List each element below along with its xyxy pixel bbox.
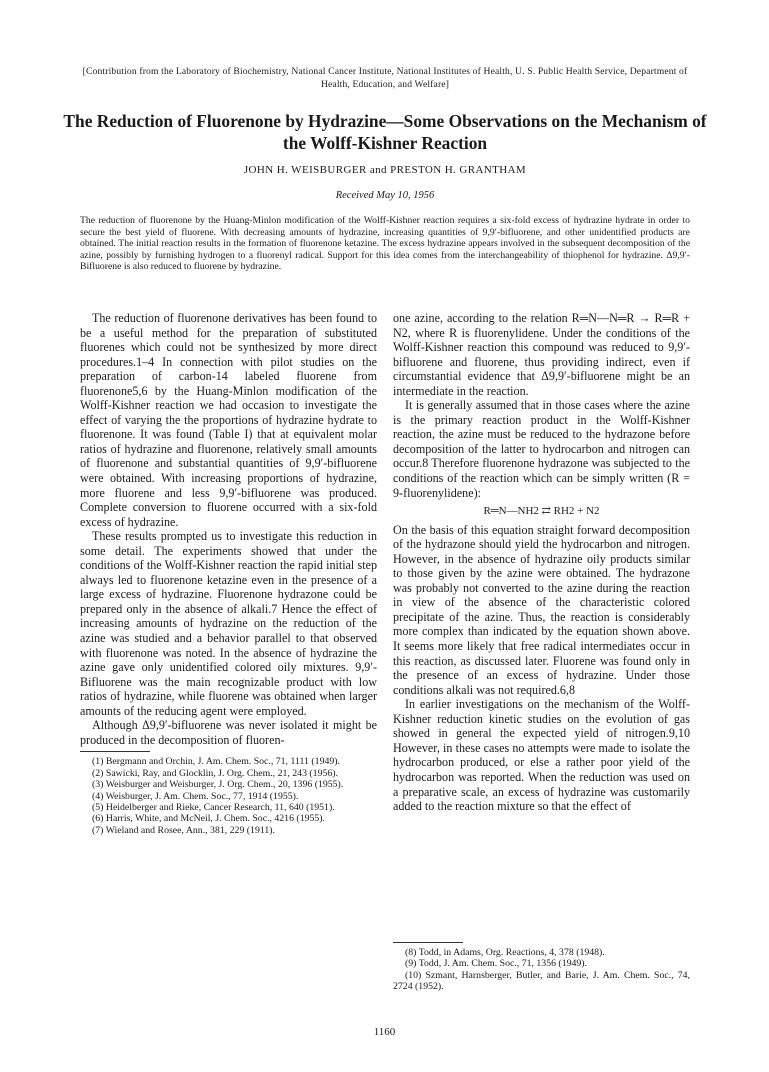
footnote: (8) Todd, in Adams, Org. Reactions, 4, 378 (1948). [405,947,605,958]
reaction-equation: R═N—NH2 ⇄ RH2 + N2 [483,505,600,518]
received-date: Received May 10, 1956 [335,190,435,201]
abstract: The reduction of fluorenone by the Huang-Minlon modification of the Wolff-Kishner reaction requires a six-fold excess of hydrazine hydrate in order to secure the best yield of fluorene. With decreasing amounts of hydrazine, increasing quantities of 9,9′-bifluorene, and other unidentified products are obtained. The initial reaction results in the formation of fluorenone ketazine. The excess hydrazine appears involved in the subsequent decomposition of the azine, possibly by furnishing hydrogen to a fluorenyl radical. Support for this idea comes from the interchangeability of thiophenol for hydrazine. Δ9,9′-Bifluorene is also reduced to fluorene by hydrazine. [80,215,690,273]
right-column [393,311,690,814]
right-paragraph-3: On the basis of this equation straight forward decomposition of the hydrazone should yield the hydrocarbon and nitrogen. However, in the absence of hydrazine oily products similar to those given by the azine were obtained. The hydrazone was probably not converted to the azine during the reaction in view of the absence of the characteristic colored precipitate of the azine. Thus, the reaction is considerably more complex than indicated by the equation shown above. It seems more likely that free radical intermediates occur in this reaction, as discussed later. Fluorene was found only in the presence of an excess of hydrazine. Under those conditions alkali was not required.6,8 [393,522,690,697]
left-footnotes [80,756,377,836]
page-number: 1160 [373,1026,396,1038]
footnote: (7) Wieland and Rosee, Ann., 381, 229 (1911). [92,824,275,836]
right-footnotes [393,947,690,993]
footnote: (2) Sawicki, Ray, and Glocklin, J. Org. Chem., 21, 243 (1956). [92,767,338,779]
left-paragraph-1: The reduction of fluorenone derivatives has been found to be a useful method for the preparation of substituted fluorenes which could not be synthesized by more direct procedures.1–4 In connection with pilot studies on the preparation of carbon-14 labeled fluorene from fluorenone5,6 by the Huang-Minlon modification of the Wolff-Kishner reaction we had occasion to investigate the effect of varying the the proportions of hydrazine hydrate to fluorenone. It was found (Table I) that at equivalent molar ratios of hydrazine and fluorenone, relatively small amounts of fluorenone and substantial quantities of 9,9′-bifluorene were obtained. With increasing proportions of hydrazine, more fluorene and less 9,9′-bifluorene was produced. Complete conversion to fluorene occurred with a six-fold excess of hydrazine. [80,311,377,529]
footnote: (5) Heidelberger and Rieke, Cancer Research, 11, 640 (1951). [92,802,335,814]
footnote: (10) Szmant, Harnsberger, Butler, and Barie, J. Am. Chem. Soc., 74, 2724 (1952). [393,969,690,993]
footnote-divider [393,942,463,943]
footnote-divider [80,751,150,752]
left-column [80,311,377,836]
footnote: (1) Bergmann and Orchin, J. Am. Chem. Soc., 71, 1111 (1949). [92,756,340,768]
footnote: (4) Weisburger, J. Am. Chem. Soc., 77, 1914 (1955). [92,790,299,802]
footnote: (6) Harris, White, and McNeil, J. Chem. Soc., 4216 (1955). [92,813,325,825]
footnote: (3) Weisburger and Weisburger, J. Org. Chem., 20, 1396 (1955). [92,779,344,791]
article-title: The Reduction of Fluorenone by Hydrazine—Some Observations on the Mechanism of the Wolff-Kishner Reaction [63,111,707,153]
contribution-header: [Contribution from the Laboratory of Biochemistry, National Cancer Institute, National Institutes of Health, U. S. Public Health Service, Department of Health, Education, and Welfare] [82,66,688,90]
right-paragraph-1: one azine, according to the relation R═N—N═R → R═R + N2, where R is fluorenylidene. Under the conditions of the Wolff-Kishner reaction this compound was reduced to 9,9′-bifluorene and fluorene, thus providing indirect, even if circumstantial evidence that Δ9,9′-bifluorene might be an intermediate in the reaction. [393,311,690,398]
right-paragraph-2: It is generally assumed that in those cases where the azine is the primary reaction product in the Wolff-Kishner reaction, the azine must be reduced to the hydrazone before decomposition of the latter to hydrocarbon and nitrogen can occur.8 Therefore fluorenone hydrazone was subjected to the conditions of the reaction which can be simply written (R = 9-fluorenylidene): [393,398,690,500]
left-paragraph-2: These results prompted us to investigate this reduction in some detail. The experiments showed that under the conditions of the Wolff-Kishner reaction the rapid initial step always led to fluorenone ketazine even in the presence of a large excess of hydrazine. Fluorenone hydrazone could be prepared only in the absence of alkali.7 Hence the effect of increasing amounts of hydrazine on the reduction of the azine was studied and a behavior parallel to that observed with fluorenone was noted. In the absence of hydrazine the azine gave only unidentified colored oily mixtures. 9,9′-Bifluorene was the main recognizable product with low ratios of hydrazine, while fluorene was obtained when larger amounts of the reducing agent were employed. [80,529,377,718]
right-footnotes-block [393,938,690,993]
right-paragraph-4: In earlier investigations on the mechanism of the Wolff-Kishner reduction kinetic studies on the evolution of gas showed in general the expected yield of nitrogen.9,10 However, in these cases no attempts were made to isolate the hydrocarbon produced, or else a rather poor yield of the hydrocarbon was reported. When the reduction was used on a preparative scale, an excess of hydrazine was customarily added to the reaction mixture so that the effect of [393,697,690,814]
footnote: (9) Todd, J. Am. Chem. Soc., 71, 1356 (1949). [405,958,588,970]
authors: JOHN H. WEISBURGER and PRESTON H. GRANTHAM [243,164,527,176]
left-paragraph-3: Although Δ9,9′-bifluorene was never isolated it might be produced in the decomposition of fluoren- [80,718,377,747]
